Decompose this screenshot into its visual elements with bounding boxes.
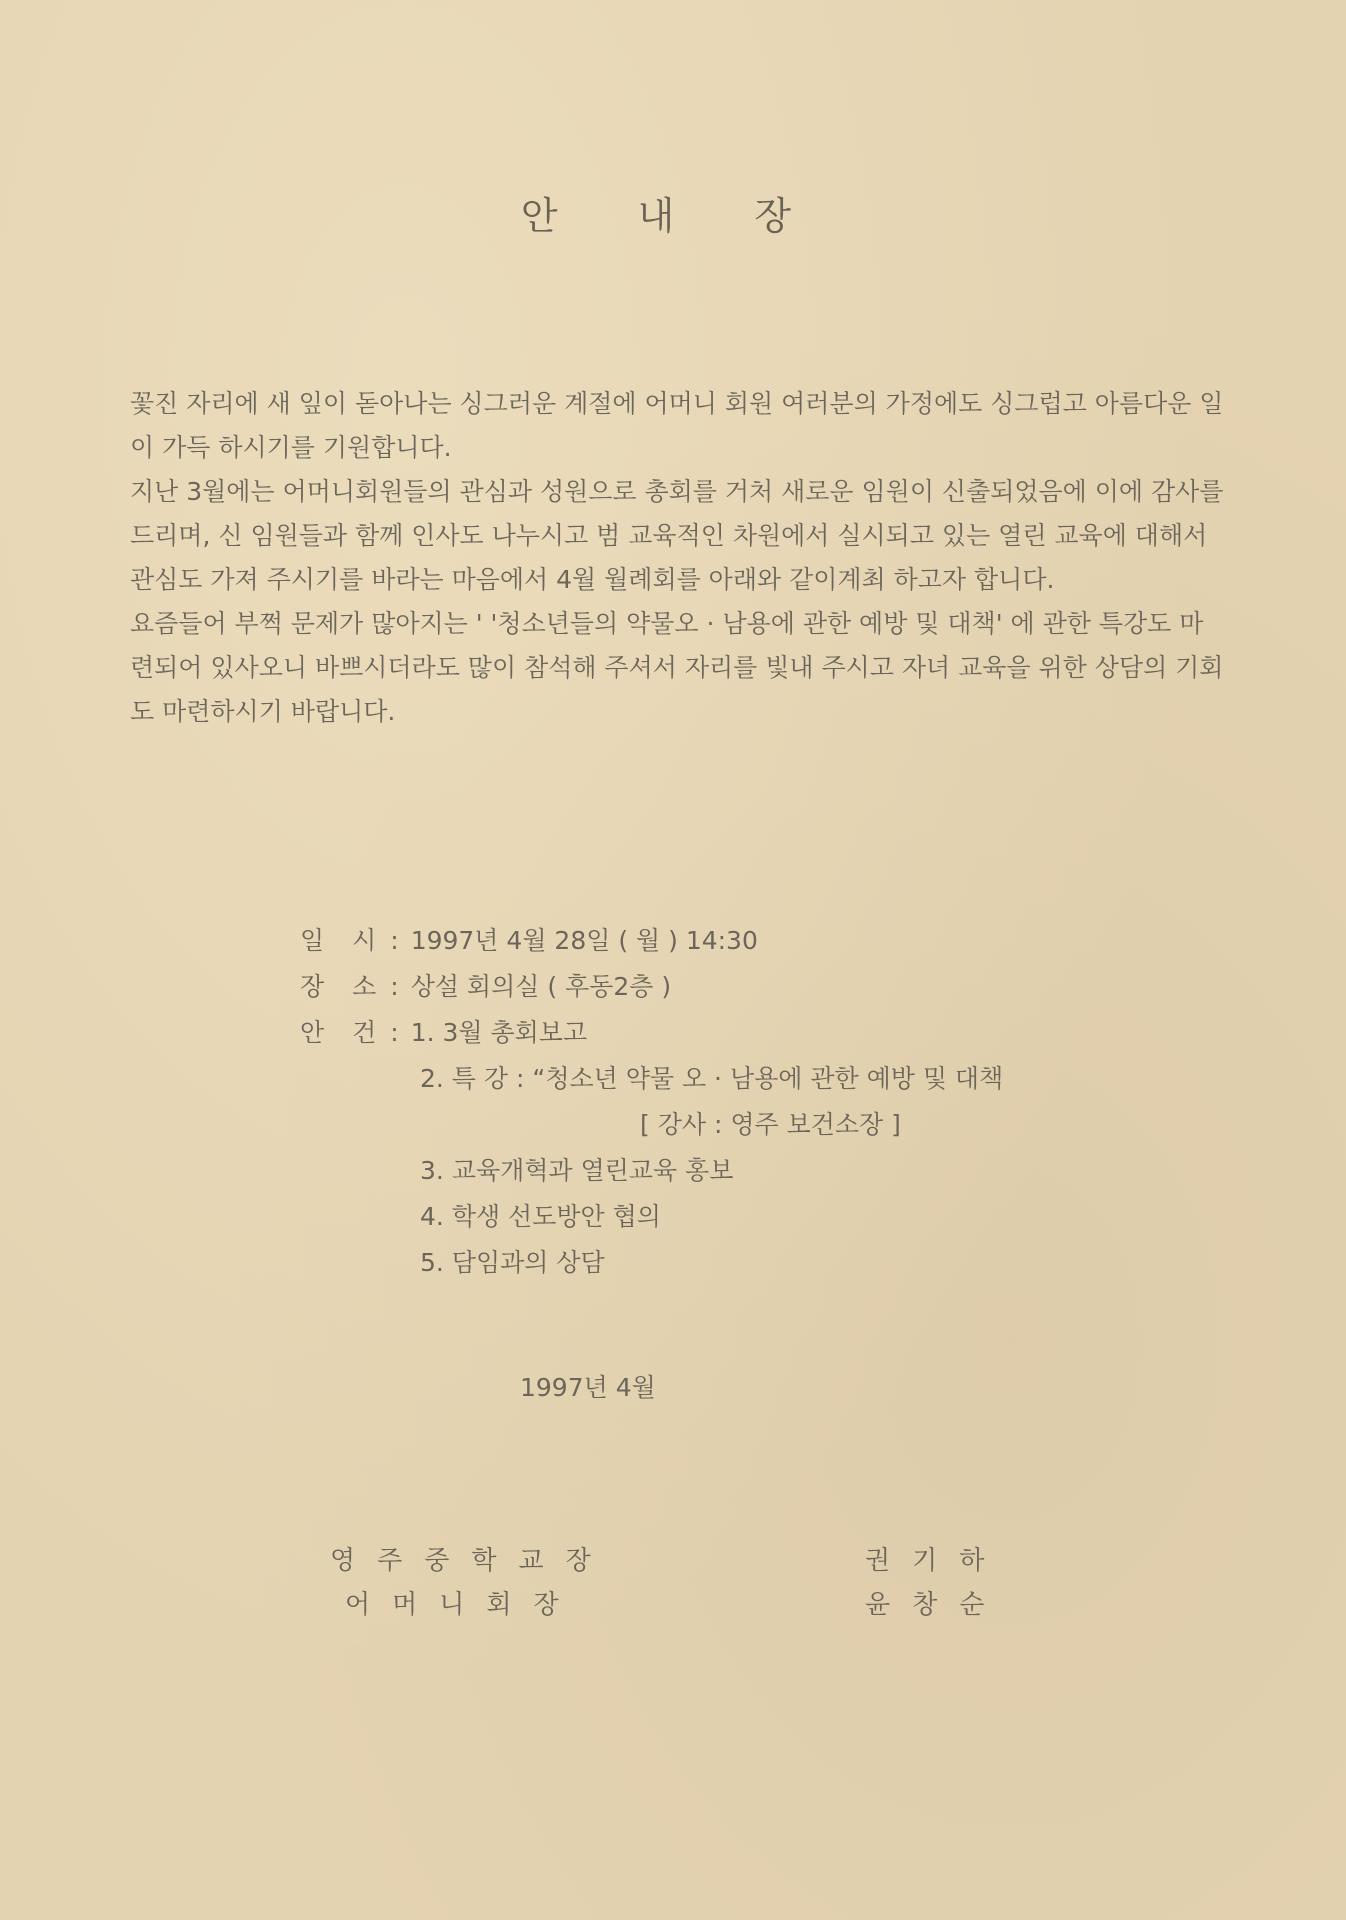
document-title: 안 내 장 (520, 194, 826, 238)
paragraph-meeting: 지난 3월에는 어머니회원들의 관심과 성원으로 총회를 거처 새로운 임원이 신출되었음에 이에 감사를 드리며, 신 임원들과 함께 인사도 나누시고 범 교육적인 차원에서 실시되고 있는 열린 교육에 대해서 관심도 가져 주시기를 바라는 마음에서 4월 월례회를 아래와 같이계최 하고자 합니다. (130, 477, 1224, 594)
issue-date: 1997년 4월 (520, 1373, 656, 1402)
place-value: 상설 회의실 ( 후동2층 ) (410, 972, 672, 1001)
datetime-row (300, 918, 1240, 964)
agenda-item-3: 3. 교육개혁과 열린교육 홍보 (420, 1156, 734, 1185)
datetime-label: 일 시 (300, 926, 387, 955)
meeting-details (300, 918, 1240, 1286)
body-text (130, 382, 1225, 734)
agenda-item-2-speaker: [ 강사 : 영주 보건소장 ] (640, 1110, 901, 1139)
place-label: 장 소 (300, 972, 387, 1001)
datetime-separator: : (390, 926, 399, 955)
place-separator: : (390, 972, 399, 1001)
datetime-value: 1997년 4월 28일 ( 월 ) 14:30 (410, 926, 758, 955)
signature-org-school: 영주중학교장 (330, 1546, 613, 1576)
place-row (300, 964, 1240, 1010)
agenda-separator: : (390, 1018, 399, 1047)
agenda-item-1: 1. 3월 총회보고 (410, 1018, 588, 1047)
signature-name-principal: 권기하 (865, 1546, 1007, 1576)
agenda-item-2: 2. 특 강 : “청소년 약물 오 · 남용에 관한 예방 및 대책 (420, 1064, 1004, 1093)
paragraph-lecture: 요즘들어 부쩍 문제가 많아지는 ' '청소년들의 약물오 · 남용에 관한 예방 및 대책' 에 관한 특강도 마련되어 있사오니 바쁘시더라도 많이 참석해 주셔서 자리를 빛내 주시고 자녀 교육을 위한 상담의 기회도 마련하시기 바랍니다. (130, 609, 1224, 726)
agenda-item-5: 5. 담임과의 상담 (420, 1248, 605, 1277)
signature-name-chair: 윤창순 (865, 1590, 1007, 1620)
agenda-row (300, 1010, 1240, 1056)
agenda-item-4: 4. 학생 선도방안 협의 (420, 1202, 661, 1231)
paragraph-greeting: 꽃진 자리에 새 잎이 돋아나는 싱그러운 계절에 어머니 회원 여러분의 가정에도 싱그럽고 아름다운 일이 가득 하시기를 기원합니다. (130, 389, 1224, 462)
agenda-label: 안 건 (300, 1018, 387, 1047)
signature-org-mothers: 어머니회장 (345, 1590, 581, 1620)
